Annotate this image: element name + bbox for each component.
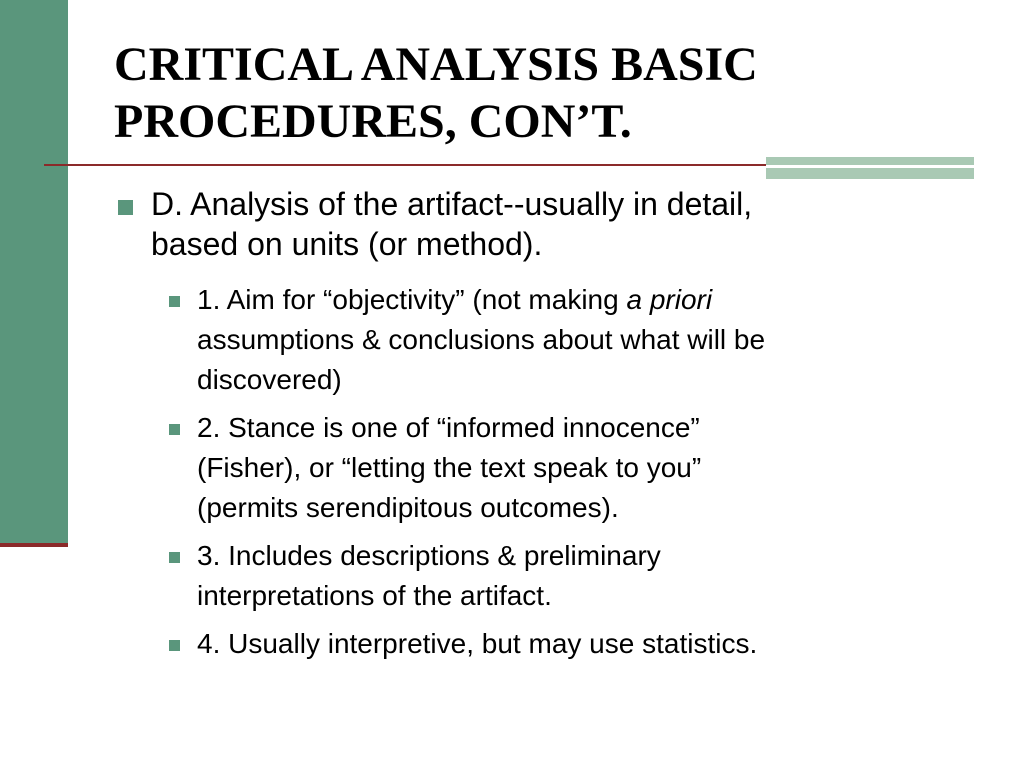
sub-bullet-2-line-1: 2. Stance is one of “informed innocence”	[197, 412, 700, 443]
sub-bullet-2-text	[197, 408, 966, 528]
bullet-main-d	[114, 184, 954, 264]
sub-bullet-3-text	[197, 536, 966, 616]
sub-bullet-4-text	[197, 624, 966, 664]
sub-bullet-2-line-3: (permits serendipitous outcomes).	[197, 492, 619, 523]
sub-bullet-3	[166, 536, 966, 616]
slide-title-line-1: CRITICAL ANALYSIS BASIC	[114, 38, 758, 91]
bullet-main-line-1: D. Analysis of the artifact--usually in detail,	[151, 186, 753, 222]
sub-bullet-3-line-1: 3. Includes descriptions & preliminary	[197, 540, 661, 571]
sub-bullet-1-italic: a priori	[626, 284, 713, 315]
square-bullet-icon	[169, 640, 180, 651]
sub-bullet-1	[166, 280, 966, 400]
sub-bullet-2	[166, 408, 966, 528]
sub-bullet-3-line-2: interpretations of the artifact.	[197, 580, 552, 611]
bullet-main-line-2: based on units (or method).	[151, 226, 543, 262]
sub-bullet-1-line-3: discovered)	[197, 364, 342, 395]
square-bullet-icon	[169, 424, 180, 435]
sub-bullet-1-line-1	[197, 280, 966, 320]
bullet-main-text	[151, 184, 954, 264]
sub-bullet-4	[166, 624, 966, 664]
sub-bullet-2-line-2: (Fisher), or “letting the text speak to you”	[197, 452, 702, 483]
sub-bullet-4-line-1: 4. Usually interpretive, but may use statistics.	[197, 628, 758, 659]
sub-bullet-1-line-1-start: 1. Aim for “objectivity” (not making	[197, 284, 627, 315]
square-bullet-icon	[169, 296, 180, 307]
slide-title-line-2: PROCEDURES, CON’T.	[114, 95, 632, 148]
square-bullet-icon	[118, 200, 133, 215]
square-bullet-icon	[169, 552, 180, 563]
sub-bullet-1-line-2: assumptions & conclusions about what will be	[197, 324, 766, 355]
sub-bullet-1-text	[197, 280, 966, 400]
